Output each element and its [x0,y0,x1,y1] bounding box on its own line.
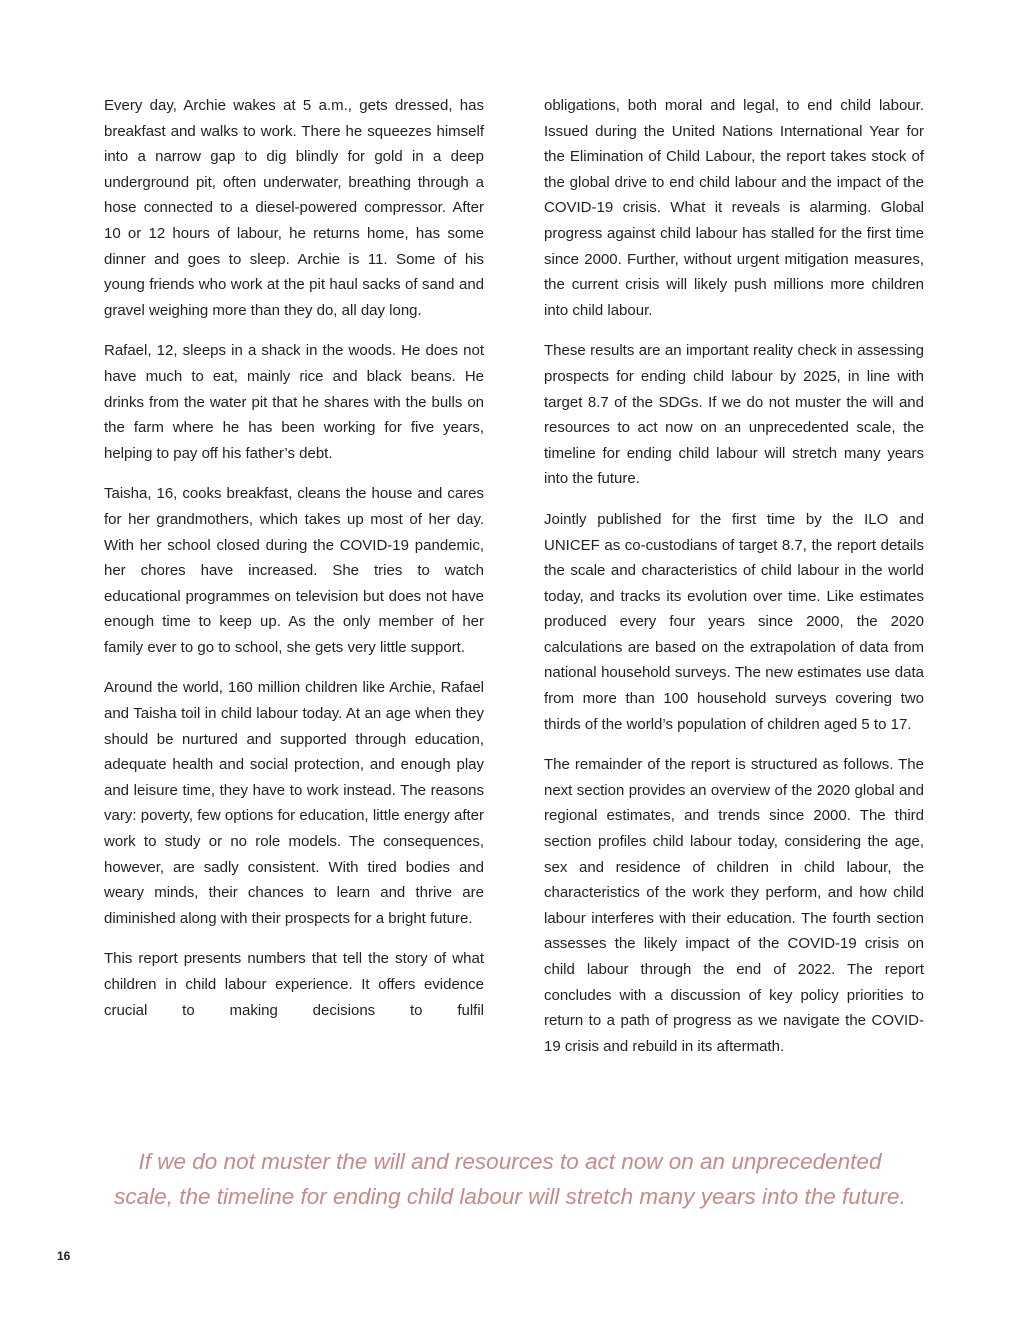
paragraph-taisha: Taisha, 16, cooks breakfast, cleans the house and cares for her grandmothers, which takes up most of her day. With her school closed during the COVID-19 pandemic, her chores have increased. She tries to watch educational programmes on television but does not have enough time to keep up. As the only member of her family ever to go to school, she gets very little support. [104,485,484,656]
right-column [544,93,924,1059]
paragraph-reality-check: These results are an important reality check in assessing prospects for ending child labour by 2025, in line with target 8.7 of the SDGs. If we do not muster the will and resources to act now on an unprecedented scale, the timeline for ending child labour will stretch many years into the future. [544,342,924,488]
left-column [104,93,484,1023]
pull-quote [80,1144,940,1214]
paragraph-remainder: The remainder of the report is structured as follows. The next section provides an overview of the 2020 global and regional estimates, and trends since 2000. The third section profiles child labour today, considering the age, sex and residence of children in child labour, the characteristics of the work they perform, and how child labour interferes with their education. The fourth section assesses the likely impact of the COVID-19 crisis on child labour through the end of 2022. The report concludes with a discussion of key policy priorities to return to a path of progress as we navigate the COVID-19 crisis and rebuild in its aftermath. [544,756,924,1055]
paragraph-around-the-world: Around the world, 160 million children like Archie, Rafael and Taisha toil in child labour today. At an age when they should be nurtured and supported through education, adequate health and social protection, and enough play and leisure time, they have to work instead. The reasons vary: poverty, few options for education, little energy after work to study or no role models. The consequences, however, are sadly consistent. With tired bodies and weary minds, their chances to learn and thrive are diminished along with their prospects for a bright future. [104,679,484,927]
pull-quote-line-1: If we do not muster the will and resources to act now on an unprecedented [138,1149,882,1174]
pull-quote-line-2: scale, the timeline for ending child labour will stretch many years into the future. [114,1184,906,1209]
page-number: 16 [57,1249,71,1263]
paragraph-archie: Every day, Archie wakes at 5 a.m., gets dressed, has breakfast and walks to work. There he squeezes himself into a narrow gap to dig blindly for gold in a deep underground pit, often underwater, breathing through a hose connected to a diesel-powered compressor. After 10 or 12 hours of labour, he returns home, has some dinner and goes to sleep. Archie is 11. Some of his young friends who work at the pit haul sacks of sand and gravel weighing more than they do, all day long. [104,97,484,319]
paragraph-rafael: Rafael, 12, sleeps in a shack in the woods. He does not have much to eat, mainly rice and black beans. He drinks from the water pit that he shares with the bulls on the farm where he has been working for five years, helping to pay off his father’s debt. [104,342,484,462]
paragraph-report-presents: This report presents numbers that tell the story of what children in child labour experience. It offers evidence crucial to making decisions to fulfil [104,950,484,1019]
paragraph-obligations: obligations, both moral and legal, to end child labour. Issued during the United Nations International Year for the Elimination of Child Labour, the report takes stock of the global drive to end child labour and the impact of the COVID-19 crisis. What it reveals is alarming. Global progress against child labour has stalled for the first time since 2000. Further, without urgent mitigation measures, the current crisis will likely push millions more children into child labour. [544,97,924,319]
paragraph-jointly-published: Jointly published for the first time by the ILO and UNICEF as co-custodians of target 8.7, the report details the scale and characteristics of child labour in the world today, and tracks its evolution over time. Like estimates produced every four years since 2000, the 2020 calculations are based on the extrapolation of data from national household surveys. The new estimates use data from more than 100 household surveys covering two thirds of the world’s population of children aged 5 to 17. [544,510,924,733]
